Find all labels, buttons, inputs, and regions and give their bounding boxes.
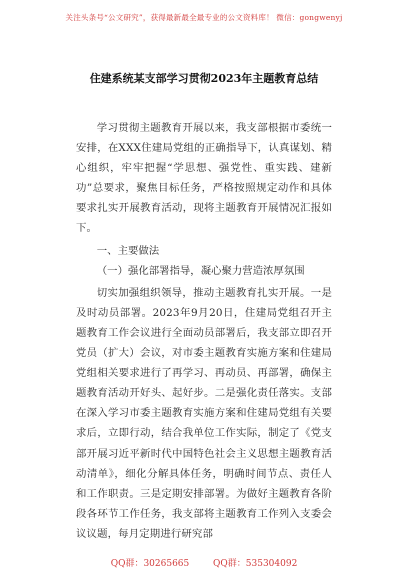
footer-qq-group-2: QQ群：535304092 bbox=[213, 559, 298, 569]
section-heading: 一、主要做法 bbox=[96, 244, 160, 257]
document-body bbox=[76, 118, 332, 544]
intro-paragraph: 学习贯彻主题教育开展以来，我支部根据市委统一安排，在XXX住建局党组的正确指导下，认真谋划、精心组织，牢牢把握“学思想、强党性、重实践、建新功”总要求，聚焦目标任务，严格按照规定动作和具体要求扎实开展教育活动，现将主题教育开展情况汇报如下。 bbox=[76, 122, 332, 235]
header-notice: 关注头条号“公文研究”，获得最新最全最专业的公文资料库！ 微信：gongwenyj bbox=[65, 13, 343, 22]
document-title: 住建系统某支部学习贯彻2023年主题教育总结 bbox=[89, 72, 319, 85]
footer bbox=[0, 556, 408, 569]
footer-qq-group-1: QQ群：30265665 bbox=[110, 559, 190, 569]
body-paragraph: 切实加强组织领导，推动主题教育扎实开展。一是及时动员部署。2023年9月20日，住建局党组召开主题教育工作会议进行全面动员部署后，我支部立即召开党员（扩大）会议，对市委主题教育实施方案和住建局党组相关要求进行了再学习、再动员、再部署，确保主题教育活动开好头、起好步。二是强化责任落实。支部在深入学习市委主题教育实施方案和住建局党组有关要求后，立即行动，结合我单位工作实际，制定了《党支部开展习近平新时代中国特色社会主义思想主题教育活动清单》，细化分解具体任务，明确时间节点、责任人和工作职责。三是定期安排部署。为做好主题教育各阶段各环节工作任务，我支部将主题教育工作列入支委会议议题，每月定期进行研究部 bbox=[76, 286, 332, 540]
subsection-heading: （一）强化部署指导，凝心聚力营造浓厚氛围 bbox=[96, 264, 305, 277]
